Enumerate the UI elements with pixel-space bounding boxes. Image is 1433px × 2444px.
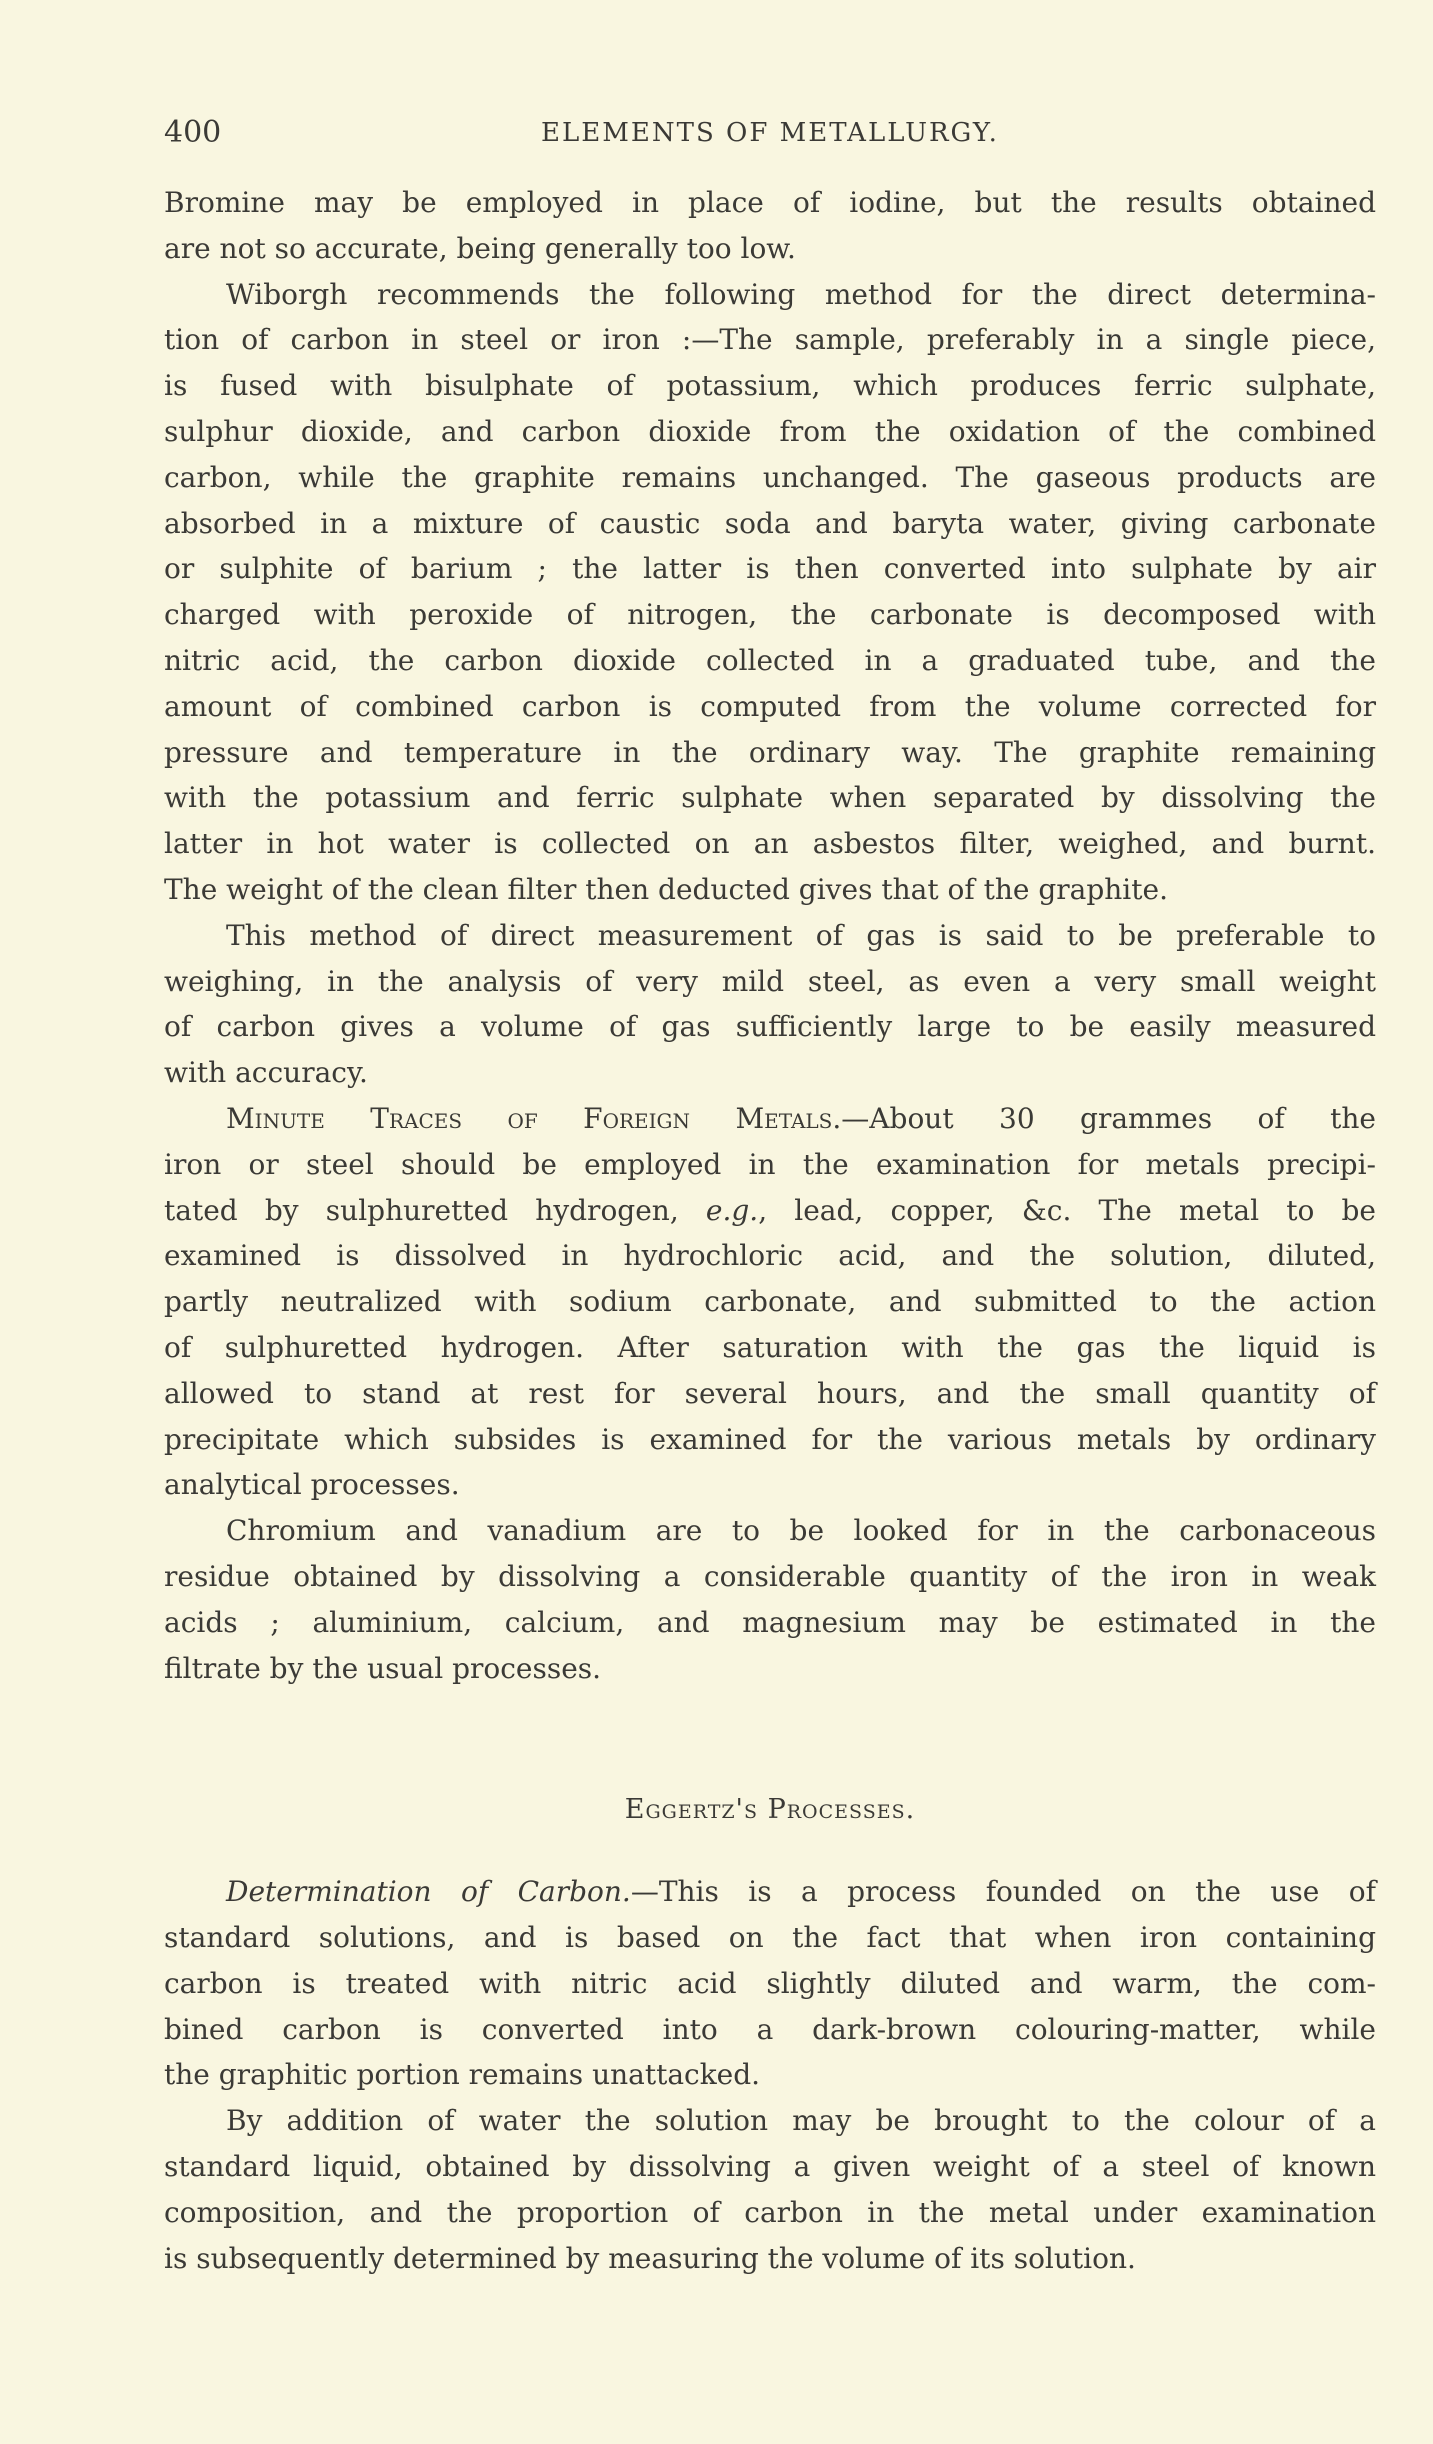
text-line xyxy=(164,592,1376,638)
text-run: carbon, while the graphite remains unchanged. The gaseous products are xyxy=(164,460,1376,494)
text-line xyxy=(164,1462,1376,1508)
paragraph xyxy=(164,1096,1376,1508)
text-line xyxy=(164,2052,1376,2098)
section-heading: Eggertz's Processes. xyxy=(624,1794,916,1826)
text-run: of carbon gives a volume of gas sufficiently large to be easily measured xyxy=(164,1010,1376,1044)
text-run: The weight of the clean filter then deducted gives that of the graphite. xyxy=(164,872,1168,906)
text-run: residue obtained by dissolving a considerable quantity of the iron in weak xyxy=(164,1559,1376,1593)
text-run: , lead, copper, &c. The metal to be xyxy=(758,1193,1376,1227)
text-line xyxy=(164,775,1376,821)
italic-run: Determination of Carbon. xyxy=(226,1875,631,1909)
text-run: of sulphuretted hydrogen. After saturation with the gas the liquid is xyxy=(164,1330,1376,1364)
text-line xyxy=(164,1050,1376,1096)
text-run: partly neutralized with sodium carbonate, and submitted to the action xyxy=(164,1285,1376,1319)
text-run: composition, and the proportion of carbon in the metal under examination xyxy=(164,2195,1376,2229)
text-run: precipitate which subsides is examined for the various metals by ordinary xyxy=(164,1422,1376,1456)
paragraph xyxy=(164,1508,1376,1691)
text-line xyxy=(164,2236,1376,2282)
text-line xyxy=(164,821,1376,867)
text-run: standard liquid, obtained by dissolving a given weight of a steel of known xyxy=(164,2150,1376,2184)
text-line xyxy=(164,959,1376,1005)
text-run: latter in hot water is collected on an asbestos filter, weighed, and burnt. xyxy=(164,827,1376,861)
text-line xyxy=(164,363,1376,409)
text-run: is fused with bisulphate of potassium, which produces ferric sulphate, xyxy=(164,369,1376,403)
text-run: with the potassium and ferric sulphate when separated by dissolving the xyxy=(164,781,1376,815)
text-line xyxy=(164,546,1376,592)
text-run: analytical processes. xyxy=(164,1468,460,1502)
text-run: By addition of water the solution may be brought to the colour of a xyxy=(226,2104,1376,2138)
text-run: pressure and temperature in the ordinary way. The graphite remaining xyxy=(164,735,1376,769)
text-run: is subsequently determined by measuring the volume of its solution. xyxy=(164,2241,1136,2275)
italic-run: e.g. xyxy=(705,1193,759,1227)
paragraph xyxy=(164,1869,1376,2098)
text-run: absorbed in a mixture of caustic soda and baryta water, giving carbonate xyxy=(164,506,1376,540)
text-run: This method of direct measurement of gas is said to be preferable to xyxy=(226,918,1376,952)
text-line xyxy=(164,867,1376,913)
text-run: amount of combined carbon is computed from the volume corrected for xyxy=(164,689,1376,723)
text-run: iron or steel should be employed in the examination for metals precipi- xyxy=(164,1147,1376,1181)
text-run: —About 30 grammes of the xyxy=(841,1101,1376,1135)
text-run: filtrate by the usual processes. xyxy=(164,1651,602,1685)
section-body xyxy=(164,1869,1376,2281)
text-line xyxy=(164,501,1376,547)
text-line xyxy=(164,1004,1376,1050)
text-line xyxy=(164,180,1376,226)
text-line xyxy=(164,1096,1376,1142)
text-line xyxy=(164,1188,1376,1234)
text-run: with accuracy. xyxy=(164,1056,368,1090)
text-line xyxy=(164,1371,1376,1417)
text-line xyxy=(164,1646,1376,1692)
running-header xyxy=(164,110,1376,156)
text-line xyxy=(164,2098,1376,2144)
text-run: are not so accurate, being generally too low. xyxy=(164,231,796,265)
text-run: Wiborgh recommends the following method for the direct determina- xyxy=(226,277,1376,311)
text-run: carbon is treated with nitric acid slightly diluted and warm, the com- xyxy=(164,1966,1376,2000)
text-line xyxy=(164,2190,1376,2236)
text-run: or sulphite of barium ; the latter is then converted into sulphate by air xyxy=(164,552,1376,586)
paragraph xyxy=(164,2098,1376,2281)
text-line xyxy=(164,1142,1376,1188)
paragraph xyxy=(164,180,1376,272)
text-line xyxy=(164,684,1376,730)
text-run: Chromium and vanadium are to be looked for in the carbonaceous xyxy=(226,1514,1376,1548)
text-line xyxy=(164,272,1376,318)
page-number: 400 xyxy=(164,115,222,150)
text-line xyxy=(164,638,1376,684)
text-run: weighing, in the analysis of very mild steel, as even a very small weight xyxy=(164,964,1376,998)
text-run: examined is dissolved in hydrochloric acid, and the solution, diluted, xyxy=(164,1239,1376,1273)
text-line xyxy=(164,913,1376,959)
text-run: acids ; aluminium, calcium, and magnesium may be estimated in the xyxy=(164,1605,1376,1639)
text-run: Bromine may be employed in place of iodine, but the results obtained xyxy=(164,186,1376,219)
running-title: ELEMENTS OF METALLURGY. xyxy=(541,118,999,148)
paragraph xyxy=(164,913,1376,1096)
text-run: sulphur dioxide, and carbon dioxide from the oxidation of the combined xyxy=(164,414,1376,448)
text-run: charged with peroxide of nitrogen, the carbonate is decomposed with xyxy=(164,598,1376,632)
text-line xyxy=(164,1508,1376,1554)
text-line xyxy=(164,1279,1376,1325)
text-line xyxy=(164,2144,1376,2190)
text-line xyxy=(164,1869,1376,1915)
text-line xyxy=(164,1961,1376,2007)
text-line xyxy=(164,2007,1376,2053)
text-line xyxy=(164,317,1376,363)
text-run: the graphitic portion remains unattacked. xyxy=(164,2058,761,2092)
small-caps-run: Minute Traces of Foreign Metals. xyxy=(226,1101,842,1135)
text-run: allowed to stand at rest for several hours, and the small quantity of xyxy=(164,1376,1376,1410)
text-line xyxy=(164,1600,1376,1646)
text-line xyxy=(164,1915,1376,1961)
text-run: bined carbon is converted into a dark-brown colouring-matter, while xyxy=(164,2012,1376,2046)
text-run: —This is a process founded on the use of xyxy=(630,1875,1376,1909)
book-page xyxy=(164,110,1376,2281)
text-line xyxy=(164,1417,1376,1463)
text-run: tion of carbon in steel or iron :—The sample, preferably in a single piece, xyxy=(164,323,1376,357)
text-run: standard solutions, and is based on the fact that when iron containing xyxy=(164,1921,1376,1955)
text-line xyxy=(164,226,1376,272)
text-line xyxy=(164,730,1376,776)
text-run: tated by sulphuretted hydrogen, xyxy=(164,1193,706,1227)
text-line xyxy=(164,409,1376,455)
text-run: nitric acid, the carbon dioxide collected in a graduated tube, and the xyxy=(164,643,1376,677)
text-line xyxy=(164,1325,1376,1371)
paragraph xyxy=(164,272,1376,913)
text-line xyxy=(164,455,1376,501)
text-line xyxy=(164,1233,1376,1279)
text-line xyxy=(164,1554,1376,1600)
section-body xyxy=(164,180,1376,1691)
